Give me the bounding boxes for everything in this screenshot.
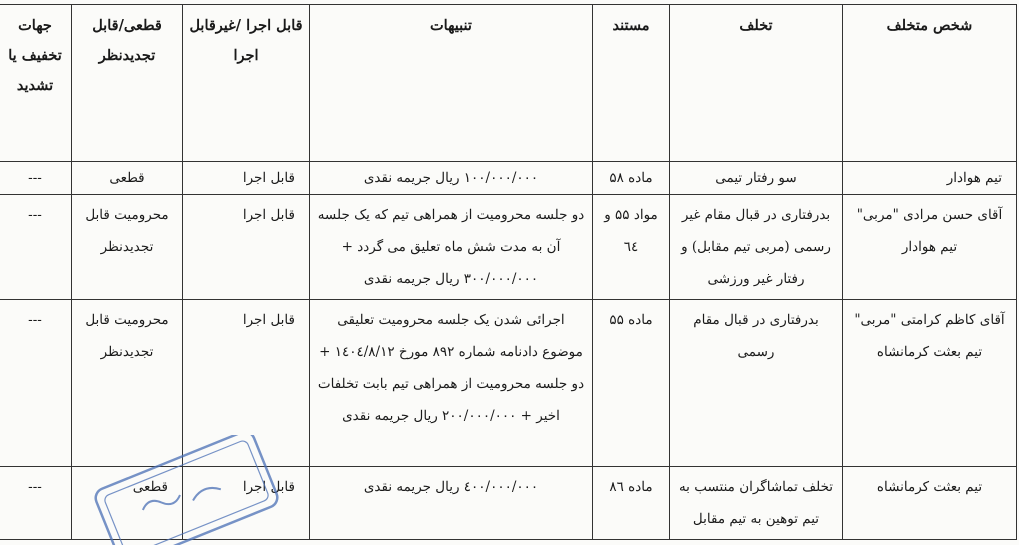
cell-final: قطعی	[72, 162, 183, 195]
cell-mitigation: ---	[0, 162, 72, 195]
cell-violation: بدرفتاری در قبال مقام غیر رسمی (مربی تیم مقابل) و رفتار غیر ورزشی	[670, 195, 843, 300]
cell-mitigation: ---	[0, 195, 72, 300]
cell-basis: ماده ۵۸	[593, 162, 670, 195]
table-row	[0, 195, 1017, 300]
cell-penalty: دو جلسه محرومیت از همراهی تیم که یک جلسه آن به مدت شش ماه تعلیق می گردد + ۳۰۰/۰۰۰/۰۰۰ ریال جریمه نقدی	[310, 195, 593, 300]
cell-violation: بدرفتاری در قبال مقام رسمی	[670, 300, 843, 467]
cell-basis: ماده ۵۵	[593, 300, 670, 467]
header-enforceable: قابل اجرا /غیرقابل اجرا	[183, 5, 310, 162]
cell-mitigation: ---	[0, 300, 72, 467]
cell-final: محرومیت قابل تجدیدنظر	[72, 195, 183, 300]
cell-penalty: ۱۰۰/۰۰۰/۰۰۰ ریال جریمه نقدی	[310, 162, 593, 195]
cell-violation: سو رفتار تیمی	[670, 162, 843, 195]
cell-final: قطعی	[72, 467, 183, 540]
cell-penalty: اجرائی شدن یک جلسه محرومیت تعلیقی موضوع دادنامه شماره ۸۹۲ مورخ ۱٤۰٤/۸/۱۲ + دو جلسه محرومیت از همراهی تیم بابت تخلفات اخیر + ۲۰۰/۰۰۰/۰۰۰ ریال جریمه نقدی	[310, 300, 593, 467]
header-violation: تخلف	[670, 5, 843, 162]
header-penalty: تنبیهات	[310, 5, 593, 162]
cell-basis: مواد ۵۵ و ٦٤	[593, 195, 670, 300]
table-row	[0, 300, 1017, 467]
cell-person: تیم بعثت کرمانشاه	[843, 467, 1017, 540]
cell-person: آقای حسن مرادی "مربی" تیم هوادار	[843, 195, 1017, 300]
cell-enforceable: قابل اجرا	[183, 162, 310, 195]
cell-person: تیم هوادار	[843, 162, 1017, 195]
cell-enforceable: قابل اجرا	[183, 467, 310, 540]
cell-enforceable: قابل اجرا	[183, 300, 310, 467]
cell-penalty: ٤۰۰/۰۰۰/۰۰۰ ریال جریمه نقدی	[310, 467, 593, 540]
table-row	[0, 162, 1017, 195]
header-basis: مستند	[593, 5, 670, 162]
cell-final: محرومیت قابل تجدیدنظر	[72, 300, 183, 467]
cell-violation: تخلف تماشاگران منتسب به تیم توهین به تیم مقابل	[670, 467, 843, 540]
cell-mitigation: ---	[0, 467, 72, 540]
cell-person: آقای کاظم کرامتی "مربی" تیم بعثت کرمانشاه	[843, 300, 1017, 467]
rulings-table	[0, 4, 1017, 540]
header-final: قطعی/قابل تجدیدنظر	[72, 5, 183, 162]
header-mitigation: جهات تخفیف یا تشدید	[0, 5, 72, 162]
cell-basis: ماده ٨٦	[593, 467, 670, 540]
cell-enforceable: قابل اجرا	[183, 195, 310, 300]
header-person: شخص متخلف	[843, 5, 1017, 162]
header-row	[0, 5, 1017, 162]
